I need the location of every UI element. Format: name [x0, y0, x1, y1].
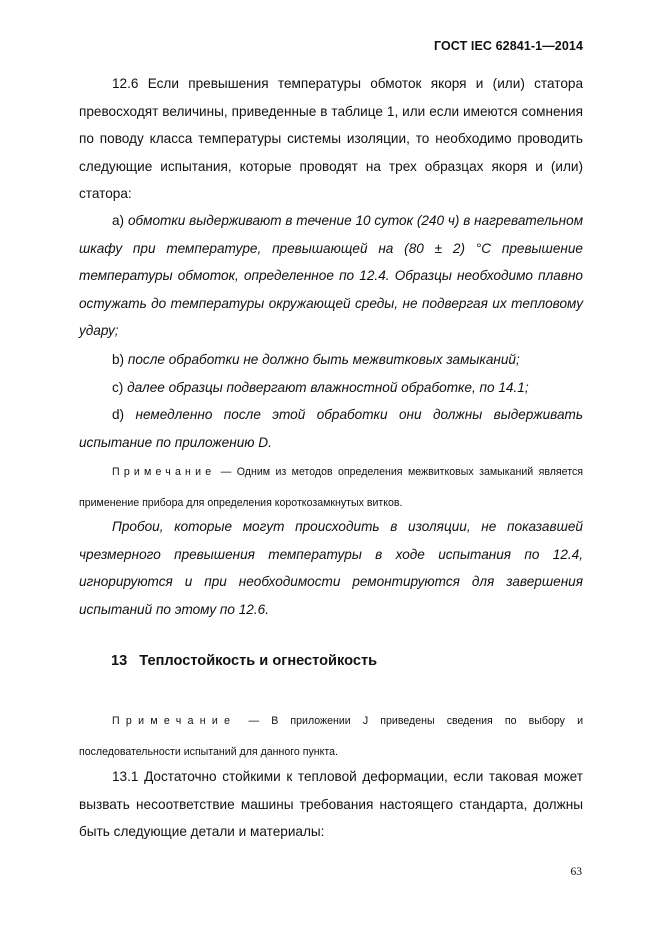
document-header: ГОСТ IEC 62841-1—2014	[433, 39, 583, 53]
paragraph-breakdown: Пробои, которые могут происходить в изоляции, не показавшей чрезмерного превышения температуры в ходе испытания по 12.4, игнорируются и при необходимости ремонтируются для завершения испытаний по этому по 12.6.	[79, 519, 583, 617]
list-item-a	[79, 207, 583, 345]
paragraph-13-1: 13.1 Достаточно стойкими к тепловой деформации, если таковая может вызвать несоответствие машины требования настоящего стандарта, должны быть следующие детали и материалы:	[79, 769, 583, 840]
list-item-c	[79, 374, 583, 402]
section-title: Теплостойкость и огнестойкость	[139, 653, 378, 669]
list-marker: b)	[112, 352, 125, 367]
list-marker: a)	[112, 213, 125, 228]
list-item-text: далее образцы подвергают влажностной обработке, по 14.1;	[127, 380, 529, 395]
note-text: — В приложении J приведены сведения по выбору и последовательности испытаний для данного пункта.	[79, 715, 583, 758]
list-marker: d)	[112, 407, 125, 422]
list-item-text: после обработки не должно быть межвитковых замыканий;	[127, 352, 520, 367]
list-item-text: обмотки выдерживают в течение 10 суток (240 ч) в нагревательном шкафу при температуре, превышающей на (80 ± 2) °С превышение температуры обмоток, определенное по 12.4. Образцы необходимо плавно остужать до температуры окружающей среды, не подвергая их тепловому удару;	[79, 213, 584, 339]
list-item-text: немедленно после этой обработки они должны выдерживать испытание по приложению D.	[79, 407, 583, 450]
note-interturn	[79, 457, 583, 519]
list-item-b	[79, 346, 583, 374]
list-item-d	[79, 401, 583, 456]
note-text: — Одним из методов определения межвитковых замыканий является применение прибора для определения короткозамкнутых витков.	[79, 466, 583, 509]
note-label: Примечание	[112, 466, 216, 478]
paragraph-12-6: 12.6 Если превышения температуры обмоток якоря и (или) статора превосходят величины, приведенные в таблице 1, или если имеются сомнения по поводу класса температуры системы изоляции, то необходимо проводить следующие испытания, которые проводят на трех образцах якоря и (или) статора:	[79, 76, 583, 202]
list-marker: c)	[112, 380, 124, 395]
section-13-heading	[111, 653, 377, 669]
note-label: Примечание	[112, 715, 237, 727]
section-number: 13	[111, 653, 128, 669]
note-annex-j	[79, 706, 583, 768]
page-number: 63	[570, 866, 582, 878]
